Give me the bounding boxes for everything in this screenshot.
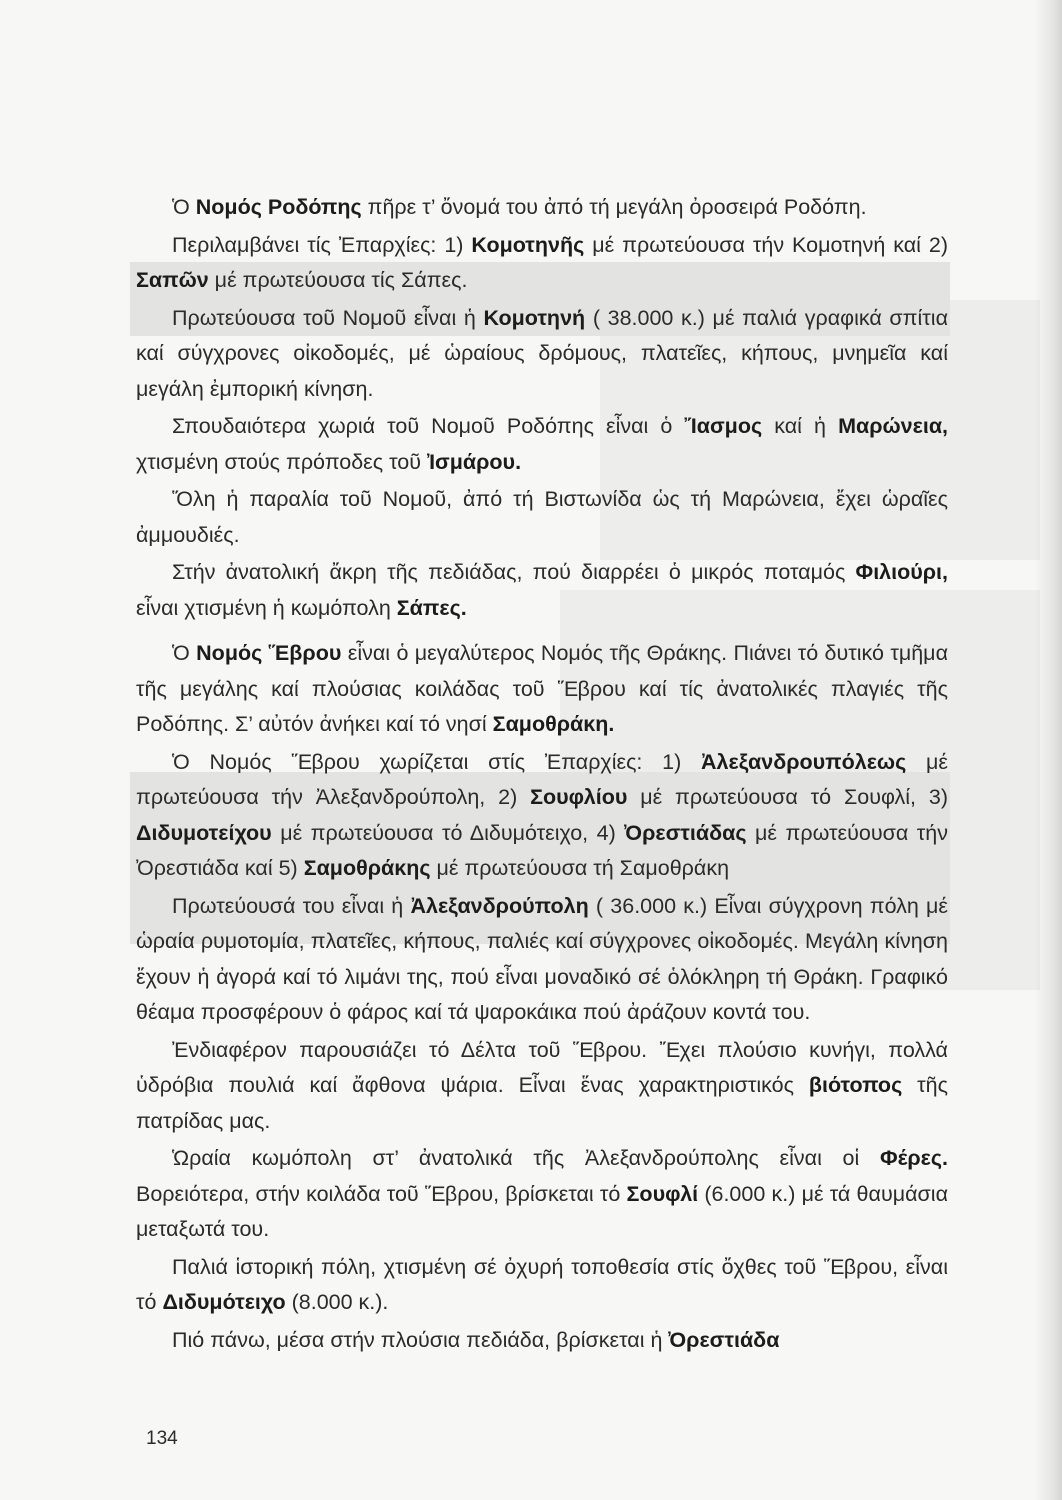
bold-term: Ὀρεστιάδας [624, 820, 747, 845]
bold-term: Νομός Ἕβρου [196, 641, 342, 665]
body-text [136, 190, 948, 1360]
bold-term: βιότοπος [808, 1073, 903, 1097]
paragraph: Ὁ Νομός Ἕβρου εἶναι ὁ μεγαλύτερος Νομός τῆς Θράκης. Πιάνει τό δυτικό τμῆμα τῆς μεγάλης καί πλούσιας κοιλάδας τοῦ Ἕβρου καί τίς ἀνατολικές πλαγιές τῆς Ροδόπης. Σ’ αὐτόν ἀνήκει καί τό νησί Σαμοθράκη. [136, 641, 948, 736]
paragraph: Περιλαμβάνει τίς Ἐπαρχίες: 1) Κομοτηνῆς μέ πρωτεύουσα τήν Κομοτηνή καί 2) Σαπῶν μέ πρωτεύουσα τίς Σάπες. [136, 232, 948, 292]
bold-term: Σουφλίου [530, 785, 628, 809]
paragraph: Πρωτεύουσά του εἶναι ἡ Ἀλεξανδρούπολη ( 36.000 κ.) Εἶναι σύγχρονη πόλη μέ ὡραία ρυμοτομία, πλατεῖες, κήπους, παλιές καί σύγχρονες οἰκοδομές. Μεγάλη κίνηση ἔχουν ἡ ἀγορά καί τό λιμάνι της, πού εἶναι μοναδικό σέ ὁλόκληρη τή Θράκη. Γραφικό θέαμα προσφέρουν ὁ φάρος καί τά ψαροκάικα πού ἀράζουν κοντά του. [136, 893, 948, 1024]
paragraph: Παλιά ἱστορική πόλη, χτισμένη σέ ὀχυρή τοποθεσία στίς ὄχθες τοῦ Ἕβρου, εἶναι τό Διδυμότειχο (8.000 κ.). [136, 1254, 948, 1314]
bold-term: Ἀλεξανδρουπόλεως [701, 749, 907, 774]
bold-term: Ὀρεστιάδα [668, 1327, 780, 1352]
bold-term: Σουφλί [626, 1181, 699, 1206]
bold-term: Σαπῶν [136, 268, 209, 292]
paragraph: Ὁ Νομός Ἕβρου χωρίζεται στίς Ἐπαρχίες: 1) Ἀλεξανδρουπόλεως μέ πρωτεύουσα τήν Ἀλεξανδρούπολη, 2) Σουφλίου μέ πρωτεύουσα τό Σουφλί, 3) Διδυμοτείχου μέ πρωτεύουσα τό Διδυμότειχο, 4) Ὀρεστιάδας μέ πρωτεύουσα τήν Ὀρεστιάδα καί 5) Σαμοθράκης μέ πρωτεύουσα τή Σαμοθράκη [136, 749, 949, 880]
bold-term: Φέρες. [879, 1146, 948, 1170]
bold-term: Διδυμότειχο [162, 1290, 286, 1314]
bold-term: Σάπες. [396, 595, 467, 620]
bold-term: Νομός Ροδόπης [195, 195, 362, 219]
page-number: 134 [146, 1428, 178, 1449]
paragraph: Ὡραία κωμόπολη στ’ ἀνατολικά τῆς Ἀλεξανδρούπολης εἶναι οἱ Φέρες. Βορειότερα, στήν κοιλάδα τοῦ Ἕβρου, βρίσκεται τό Σουφλί (6.000 κ.) μέ τά θαυμάσια μεταξωτά του. [136, 1146, 948, 1241]
bold-term: Ἴασμος [684, 414, 763, 438]
paragraph: Ὁ Νομός Ροδόπης πῆρε τ’ ὄνομά του ἀπό τή μεγάλη ὀροσειρά Ροδόπη. [172, 195, 867, 219]
bold-term: Διδυμοτείχου [136, 820, 272, 845]
bold-term: Φιλιούρι, [855, 560, 948, 584]
paragraph: Πιό πάνω, μέσα στήν πλούσια πεδιάδα, βρίσκεται ἡ Ὀρεστιάδα [172, 1327, 780, 1352]
bold-term: Σαμοθράκη. [492, 712, 615, 736]
bold-term: Κομοτηνῆς [471, 232, 585, 257]
bold-term: Μαρώνεια, [838, 414, 949, 438]
paragraph: Ἐνδιαφέρον παρουσιάζει τό Δέλτα τοῦ Ἕβρου. Ἔχει πλούσιο κυνήγι, πολλά ὑδρόβια πουλιά καί ἄφθονα ψάρια. Εἶναι ἕνας χαρακτηριστικός βιότοπος τῆς πατρίδας μας. [136, 1037, 948, 1133]
paragraph: Πρωτεύουσα τοῦ Νομοῦ εἶναι ἡ Κομοτηνή ( 38.000 κ.) μέ παλιά γραφικά σπίτια καί σύγχρονες οἰκοδομές, μέ ὡραίους δρόμους, πλατεῖες, κήπους, μνημεῖα καί μεγάλη ἐμπορική κίνηση. [136, 305, 948, 401]
bold-term: Ἀλεξανδρούπολη [410, 893, 589, 918]
section-gap [136, 628, 948, 636]
paragraph: Στήν ἀνατολική ἄκρη τῆς πεδιάδας, πού διαρρέει ὁ μικρός ποταμός Φιλιούρι, εἶναι χτισμένη ἡ κωμόπολη Σάπες. [136, 560, 948, 620]
bold-term: Σαμοθράκης [303, 856, 431, 880]
bold-term: Ἰσμάρου. [426, 449, 522, 474]
paragraph: Ὅλη ἡ παραλία τοῦ Νομοῦ, ἀπό τή Βιστωνίδα ὡς τή Μαρώνεια, ἔχει ὡραῖες ἀμμουδιές. [136, 487, 948, 547]
bold-term: Κομοτηνή [483, 305, 586, 330]
paragraph: Σπουδαιότερα χωριά τοῦ Νομοῦ Ροδόπης εἶναι ὁ Ἴασμος καί ἡ Μαρώνεια, χτισμένη στούς πρόποδες τοῦ Ἰσμάρου. [136, 414, 949, 474]
